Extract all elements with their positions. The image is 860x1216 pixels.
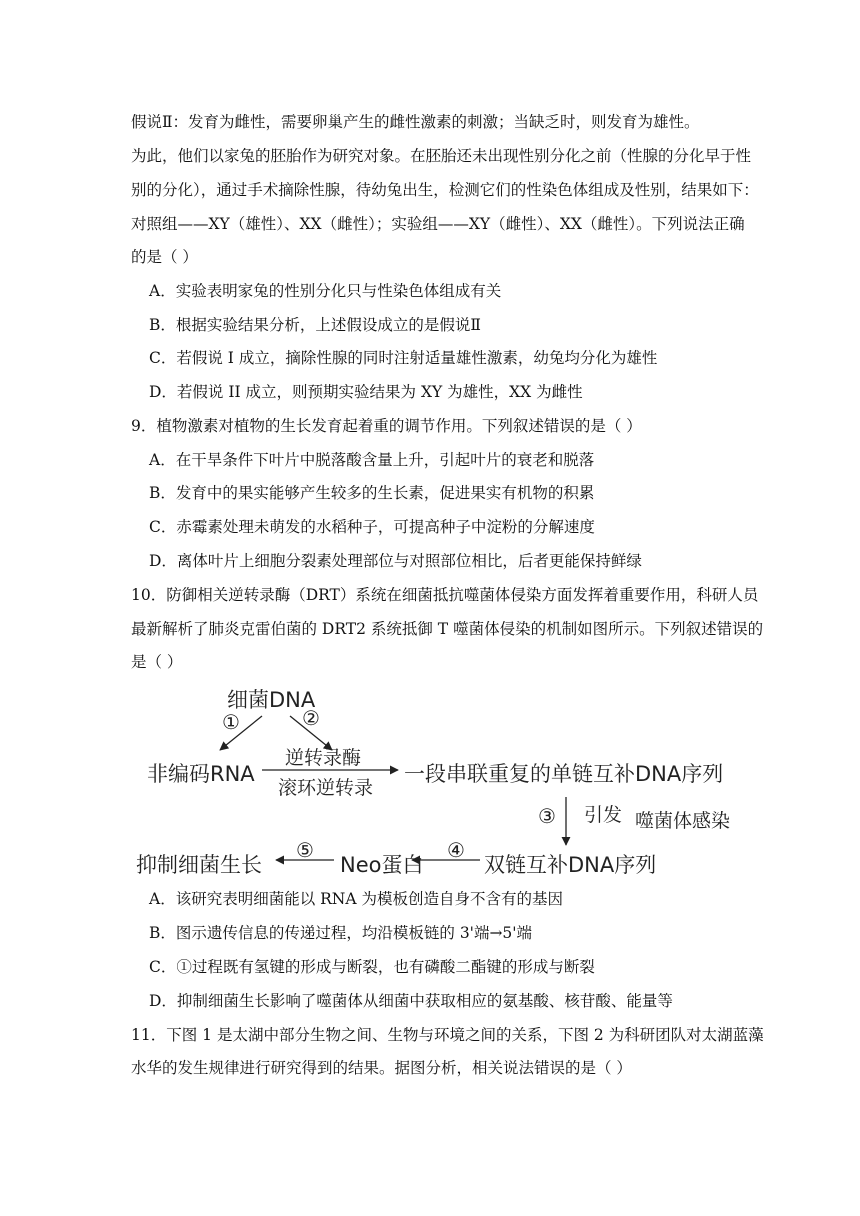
intro-line-3: 别的分化），通过手术摘除性腺，待幼兔出生，检测它们的性染色体组成及性别，结果如下： xyxy=(131,181,759,199)
intro-line-5: 的是（ ） xyxy=(131,248,198,266)
label-trigger: 引发 xyxy=(584,804,623,826)
label-dsdna: 双链互补DNA序列 xyxy=(484,853,657,877)
intro-line-1: 假说Ⅱ：发育为雌性，需要卵巢产生的雌性激素的刺激；当缺乏时，则发育为雄性。 xyxy=(131,113,700,131)
label-reverse-transcriptase: 逆转录酶 xyxy=(285,747,362,769)
q10-option-c: C．①过程既有氢键的形成与断裂，也有磷酸二酯键的形成与断裂 xyxy=(149,958,595,976)
label-step-4: ④ xyxy=(447,838,465,862)
q8-option-b: B．根据实验结果分析，上述假设成立的是假说Ⅱ xyxy=(149,316,481,334)
label-inhibit-growth: 抑制细菌生长 xyxy=(136,853,262,877)
q10-stem-line-3: 是（ ） xyxy=(131,653,183,671)
q8-option-d: D．若假说 II 成立，则预期实验结果为 XY 为雄性，XX 为雌性 xyxy=(149,383,583,401)
q10-stem-line-2: 最新解析了肺炎克雷伯菌的 DRT2 系统抵御 T 噬菌体侵染的机制如图所示。下列叙述错误的 xyxy=(131,620,764,638)
q10-option-d: D．抑制细菌生长影响了噬菌体从细菌中获取相应的氨基酸、核苷酸、能量等 xyxy=(149,992,673,1010)
label-phage-infection: 噬菌体感染 xyxy=(635,810,731,832)
label-neo-protein: Neo蛋白 xyxy=(340,853,424,877)
label-step-3: ③ xyxy=(538,804,556,828)
q9-option-a: A．在干旱条件下叶片中脱落酸含量上升，引起叶片的衰老和脱落 xyxy=(149,451,595,469)
label-step-2: ② xyxy=(302,706,320,730)
q9-option-b: B．发育中的果实能够产生较多的生长素，促进果实有机物的积累 xyxy=(149,484,595,502)
label-bacterial-dna: 细菌DNA xyxy=(227,688,316,712)
label-step-5: ⑤ xyxy=(296,838,314,862)
q10-option-b: B．图示遗传信息的传递过程，均沿模板链的 3'端→5'端 xyxy=(149,924,533,942)
label-noncoding-rna: 非编码RNA xyxy=(147,762,255,786)
label-rolling-circle: 滚环逆转录 xyxy=(278,777,374,799)
q9-stem: 9．植物激素对植物的生长发育起着重的调节作用。下列叙述错误的是（ ） xyxy=(131,417,642,435)
label-step-1: ① xyxy=(222,710,240,734)
intro-line-4: 对照组——XY（雄性）、XX（雌性）；实验组——XY（雌性）、XX（雌性）。下列说法正确 xyxy=(131,215,745,233)
q9-option-c: C．赤霉素处理未萌发的水稻种子，可提高种子中淀粉的分解速度 xyxy=(149,518,595,536)
q11-stem-line-1: 11．下图 1 是太湖中部分生物之间、生物与环境之间的关系，下图 2 为科研团队对太湖蓝藻 xyxy=(131,1026,764,1044)
q8-option-c: C．若假说 I 成立，摘除性腺的同时注射适量雄性激素，幼兔均分化为雄性 xyxy=(149,349,658,367)
label-ssdna: 一段串联重复的单链互补DNA序列 xyxy=(404,762,724,786)
q11-stem-line-2: 水华的发生规律进行研究得到的结果。据图分析，相关说法错误的是（ ） xyxy=(131,1059,632,1077)
q10-option-a: A．该研究表明细菌能以 RNA 为模板创造自身不含有的基因 xyxy=(149,890,563,908)
q8-option-a: A．实验表明家兔的性别分化只与性染色体组成有关 xyxy=(149,282,502,300)
intro-line-2: 为此，他们以家兔的胚胎作为研究对象。在胚胎还未出现性别分化之前（性腺的分化早于性 xyxy=(131,147,752,165)
q10-stem-line-1: 10．防御相关逆转录酶（DRT）系统在细菌抵抗噬菌体侵染方面发挥着重要作用，科研人员 xyxy=(131,586,759,604)
q9-option-d: D．离体叶片上细胞分裂素处理部位与对照部位相比，后者更能保持鲜绿 xyxy=(149,552,642,570)
